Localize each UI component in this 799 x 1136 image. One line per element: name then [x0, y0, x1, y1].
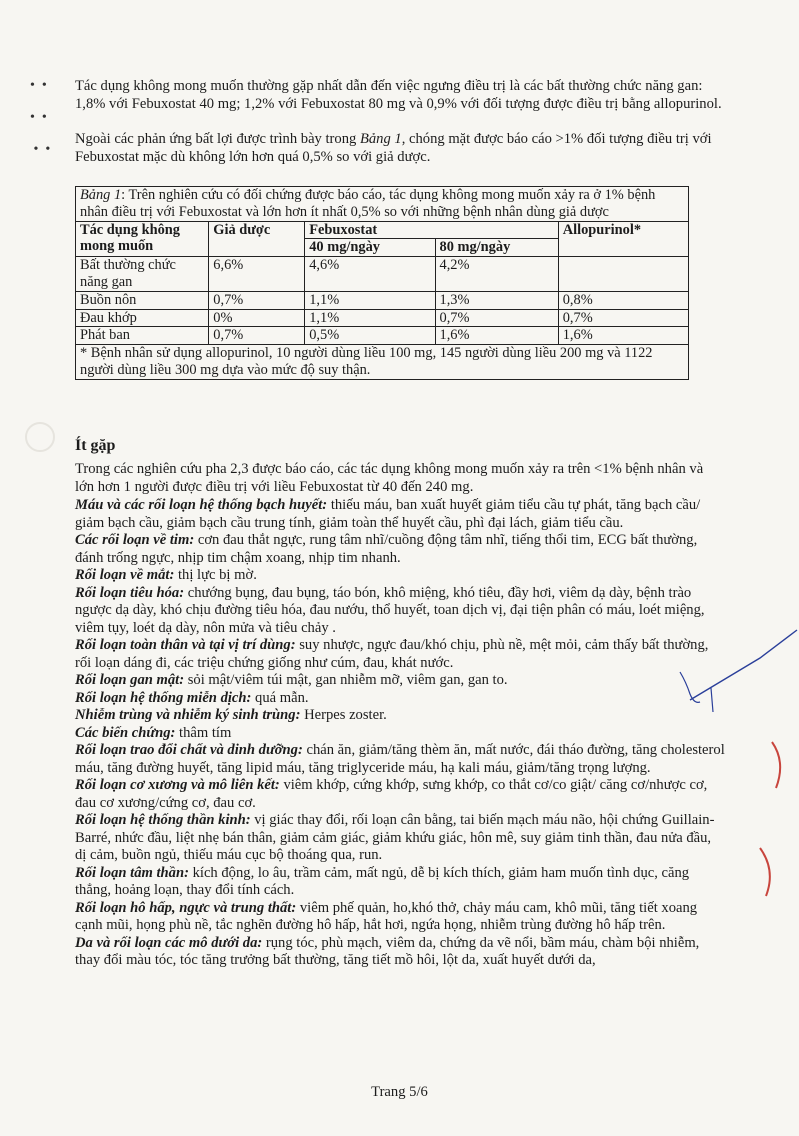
stamp-edge: [760, 848, 770, 896]
list-item: Rối loạn tiêu hóa: chướng bụng, đau bụng, táo bón, khô miệng, khó tiêu, đầy hơi, viêm dạ dày, bệnh trào ngược dạ dày, khó chịu đường tiêu hóa, đau nướu, thổ huyết, toan dịch vị, đại tiện phân có máu, loét miệng, viêm tụy, loét dạ dày, nôn mửa và tiêu chảy .: [75, 584, 705, 636]
list-item: Rối loạn toàn thân và tại vị trí dùng: suy nhược, ngực đau/khó chịu, phù nề, mệt mỏi, cảm thấy bất thường, rối loạn dáng đi, các triệu chứng giống như cúm, đau, khát nước.: [75, 637, 709, 671]
cell-f80: 1,3%: [435, 291, 558, 309]
pen-stroke: [711, 688, 713, 712]
cell-placebo: 6,6%: [209, 257, 305, 292]
header-placebo: Giả dược: [209, 221, 305, 257]
list-item: Rối loạn hệ thống miễn dịch: quá mẫn.: [75, 689, 309, 706]
list-item: Rối loạn cơ xương và mô liên kết: viêm khớp, cứng khớp, sưng khớp, co thắt cơ/co giật/ căng cơ/nhược cơ, đau cơ xương/cứng cơ, đau cơ.: [75, 777, 708, 811]
cell-f80: 4,2%: [435, 257, 558, 292]
cell-effect: Buồn nôn: [76, 291, 209, 309]
pen-stroke: [680, 672, 700, 702]
cell-placebo: 0,7%: [209, 327, 305, 345]
list-item: Rối loạn gan mật: sỏi mật/viêm túi mật, gan nhiễm mỡ, viêm gan, gan to.: [75, 672, 508, 688]
header-febuxostat-80: 80 mg/ngày: [435, 239, 558, 257]
cell-allo: 0,7%: [558, 309, 688, 327]
cell-placebo: 0,7%: [209, 291, 305, 309]
list-item: Rối loạn trao đổi chất và dinh dưỡng: chán ăn, giảm/tăng thèm ăn, mất nước, đái tháo đường, tăng cholesterol máu, tăng đường huyết, tăng lipid máu, tăng triglyceride máu, hạ kali máu, giảm/tăng trọng lượng.: [75, 742, 725, 776]
header-febuxostat-40: 40 mg/ngày: [305, 239, 435, 257]
list-item: Da và rối loạn các mô dưới da: rụng tóc, phù mạch, viêm da, chứng da vẽ nổi, bầm máu, chàm bội nhiễm, thay đổi màu tóc, tóc tăng trưởng bất thường, tăng tiết mồ hôi, lột da, xuất huyết dưới da,: [75, 934, 700, 968]
cell-allo: 0,8%: [558, 291, 688, 309]
cell-effect: Đau khớp: [76, 309, 209, 327]
cell-effect: Bất thường chức năng gan: [76, 257, 209, 292]
table-caption: Bảng 1: Trên nghiên cứu có đối chứng được báo cáo, tác dụng không mong muốn xảy ra ở 1% bệnh nhân điều trị với Febuxostat và lớn hơn ít nhất 0,5% so với những bệnh nhân dùng giả dược: [76, 187, 689, 222]
margin-dots: • • • • • •: [30, 78, 51, 157]
list-item: Máu và các rối loạn hệ thống bạch huyết: thiếu máu, ban xuất huyết giảm tiểu cầu tự phát, tăng bạch cầu/ giảm bạch cầu, giảm bạch cầu trung tính, giảm toàn thể huyết cầu, phì đại lách, giảm tiểu cầu.: [75, 497, 701, 531]
list-item: Rối loạn hệ thống thần kinh: vị giác thay đổi, rối loạn cân bằng, tai biến mạch máu não, hội chứng Guillain-Barré, nhức đầu, liệt nhẹ bán thân, giảm cảm giác, giảm khứu giác, hôn mê, suy giảm tinh thần, đau nửa đầu, dị cảm, buồn ngủ, thiếu máu cục bộ thoáng qua, run.: [75, 812, 715, 863]
cell-f80: 1,6%: [435, 327, 558, 345]
header-febuxostat: Febuxostat: [305, 221, 558, 239]
list-item: Nhiễm trùng và nhiễm ký sinh trùng: Herpes zoster.: [75, 707, 387, 723]
pen-stroke: [690, 630, 797, 700]
list-item: Các biến chứng: thâm tím: [75, 724, 232, 741]
cell-effect: Phát ban: [76, 327, 209, 345]
list-item: Rối loạn về mắt: thị lực bị mờ.: [75, 567, 257, 583]
cell-f40: 0,5%: [305, 327, 435, 345]
cell-f40: 4,6%: [305, 257, 435, 292]
stamp-edge: [772, 742, 780, 788]
table-footnote: * Bệnh nhân sử dụng allopurinol, 10 người dùng liều 100 mg, 145 người dùng liều 200 mg và 1122 người dùng liều 300 mg dựa vào mức độ suy thận.: [76, 345, 689, 380]
list-item: Rối loạn hô hấp, ngực và trung thất: viêm phế quản, ho,khó thở, chảy máu cam, khô mũi, tăng tiết xoang cạnh mũi, họng phù nề, tắc nghẽn đường hô hấp, hắt hơi, ngứa họng, nhiễm trùng đường hô hấp trên.: [75, 899, 698, 933]
section-intro: Trong các nghiên cứu pha 2,3 được báo cáo, các tác dụng không mong muốn xảy ra trên <1% bệnh nhân và lớn hơn 1 người được điều trị với liều Febuxostat từ 40 đến 240 mg.: [75, 461, 704, 495]
cell-f80: 0,7%: [435, 309, 558, 327]
section-title: Ít gặp: [75, 437, 116, 454]
list-item: Rối loạn tâm thần: kích động, lo âu, trầm cảm, mất ngủ, dễ bị kích thích, giảm ham muốn tình dục, căng thẳng, hoảng loạn, thay đổi tính cách.: [75, 864, 690, 898]
header-adverse-effect: Tác dụng không mong muốn: [76, 221, 209, 257]
page-number: Trang 5/6: [371, 1084, 428, 1100]
list-item: Các rối loạn về tim: cơn đau thắt ngực, rung tâm nhĩ/cuồng động tâm nhĩ, tiếng thổi tim, ECG bất thường, đánh trống ngực, nhịp tim chậm xoang, nhịp tim nhanh.: [75, 532, 698, 566]
header-allopurinol: Allopurinol*: [558, 221, 688, 257]
cell-placebo: 0%: [209, 309, 305, 327]
scan-ring: [26, 423, 54, 451]
table-reference: Bảng 1: [359, 131, 402, 147]
cell-f40: 1,1%: [305, 309, 435, 327]
intro-paragraph-2: Ngoài các phản ứng bất lợi được trình bày trong Bảng 1, chóng mặt được báo cáo >1% đối tượng điều trị với Febuxostat mặc dù không lớn hơn quá 0,5% so với giả dược.: [75, 131, 712, 165]
cell-allo: 1,6%: [558, 327, 688, 345]
intro-paragraph-1: Tác dụng không mong muốn thường gặp nhất dẫn đến việc ngưng điều trị là các bất thường chức năng gan: 1,8% với Febuxostat 40 mg; 1,2% với Febuxostat 80 mg và 0,9% với đối tượng được điều trị bằng allopurinol.: [75, 78, 722, 112]
cell-f40: 1,1%: [305, 291, 435, 309]
